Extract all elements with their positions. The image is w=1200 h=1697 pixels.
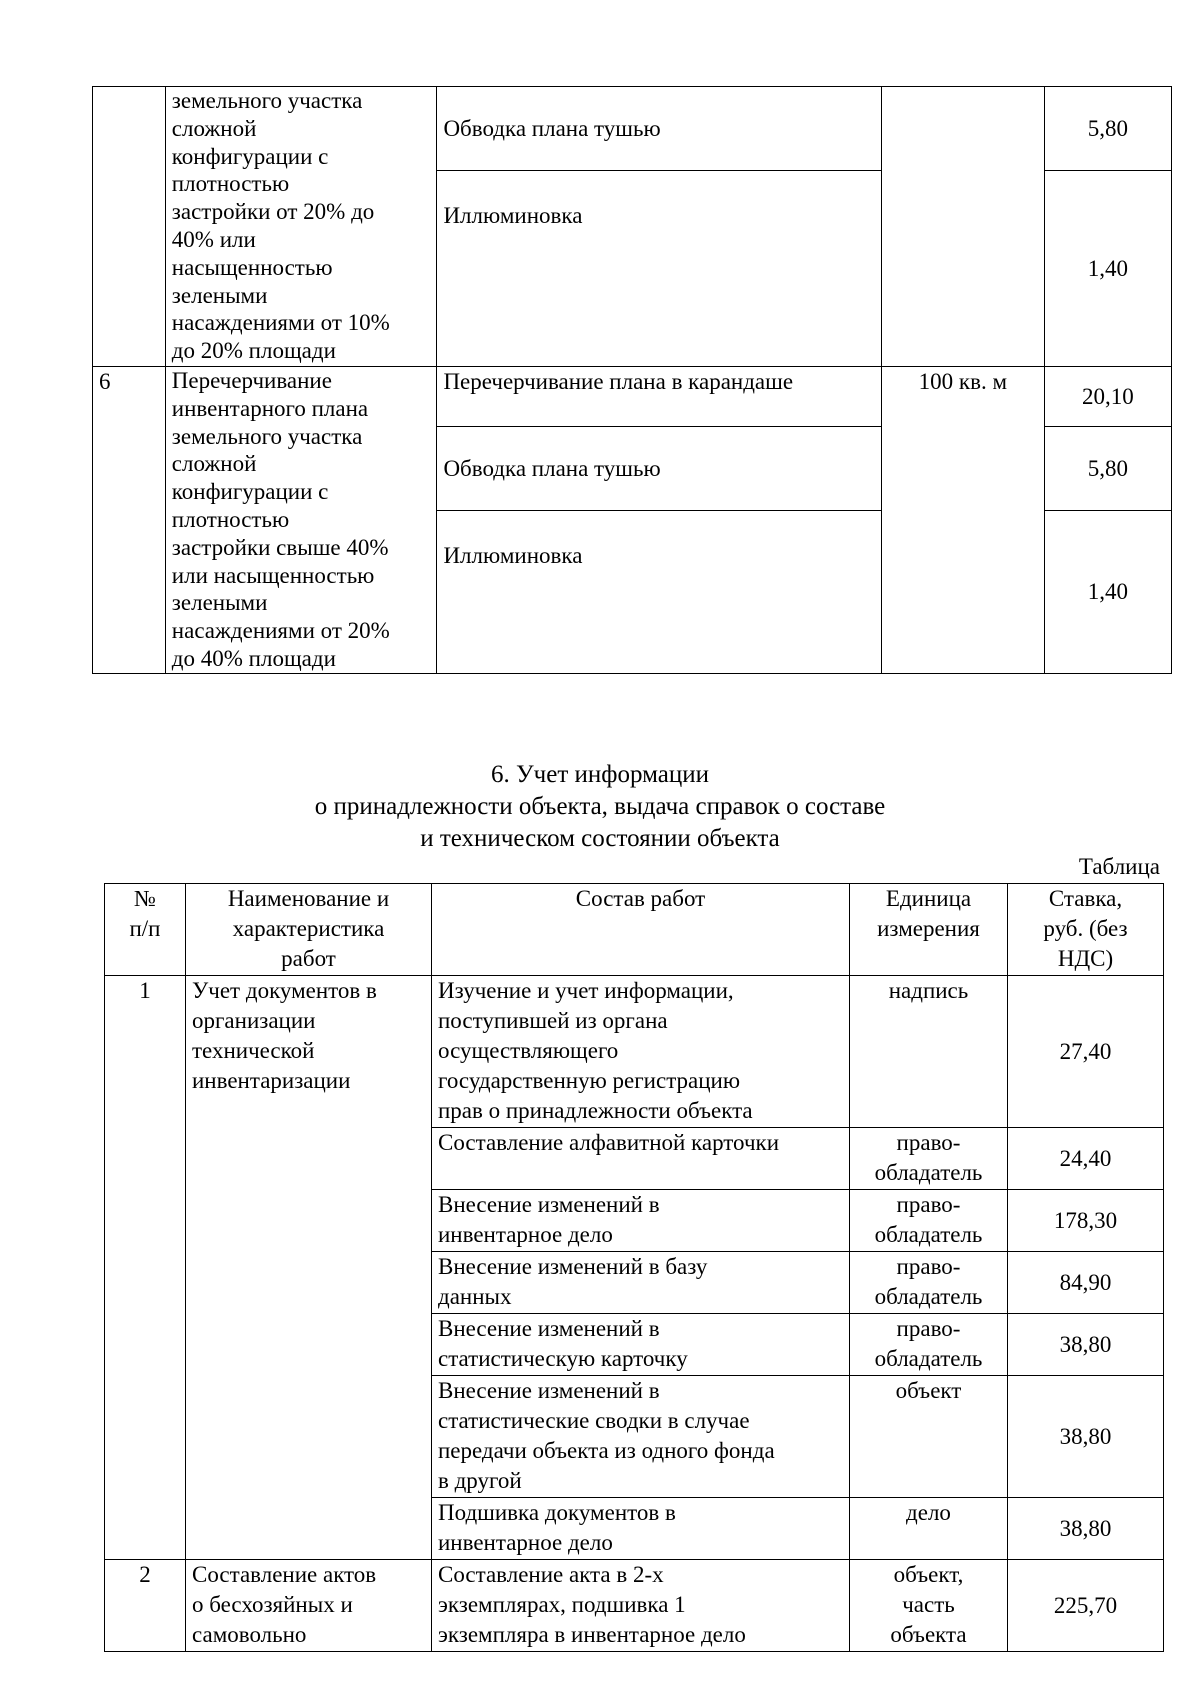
work-item: Внесение изменений в статистические сводки в случае передачи объекта из одного фонда в другой [432, 1376, 850, 1498]
work-item: Внесение изменений в базу данных [432, 1252, 850, 1314]
rate-cell: 38,80 [1008, 1376, 1164, 1498]
unit-cell: право- обладатель [850, 1190, 1008, 1252]
header-name: Наименование и характеристика работ [186, 884, 432, 976]
rate-cell: 84,90 [1008, 1252, 1164, 1314]
rates-table [104, 883, 1164, 1652]
section-title-line-2: о принадлежности объекта, выдача справок о составе [314, 793, 886, 820]
work-item: Подшивка документов в инвентарное дело [432, 1498, 850, 1560]
table-header-row [105, 884, 1164, 976]
unit-cell: 100 кв. м [881, 367, 1044, 674]
unit-cell: объект, часть объекта [850, 1560, 1008, 1652]
work-name: земельного участка сложной конфигурации с плотностью застройки от 20% до 40% или насыщенностью зелеными насаждениями от 10% до 20% площади [165, 87, 437, 367]
work-item: Внесение изменений в инвентарное дело [432, 1190, 850, 1252]
rate-cell: 5,80 [1044, 87, 1171, 171]
unit-cell: надпись [850, 976, 1008, 1128]
header-number: № п/п [105, 884, 186, 976]
work-name: Учет документов в организации технической инвентаризации [186, 976, 432, 1560]
rate-cell: 38,80 [1008, 1498, 1164, 1560]
work-item: Обводка плана тушью [437, 87, 881, 171]
work-name: Перечерчивание инвентарного плана земельного участка сложной конфигурации с плотностью застройки свыше 40% или насыщенностью зелеными насаждениями от 20% до 40% площади [165, 367, 437, 674]
rate-cell: 178,30 [1008, 1190, 1164, 1252]
section-title-line-1: 6. Учет информации [490, 761, 709, 788]
row-number: 2 [105, 1560, 186, 1652]
unit-cell: объект [850, 1376, 1008, 1498]
work-item: Составление алфавитной карточки [432, 1128, 850, 1190]
rate-cell: 5,80 [1044, 427, 1171, 511]
row-number: 1 [105, 976, 186, 1560]
work-item: Изучение и учет информации, поступившей из органа осуществляющего государственную регистрацию прав о принадлежности объекта [432, 976, 850, 1128]
rate-cell: 38,80 [1008, 1314, 1164, 1376]
work-item: Внесение изменений в статистическую карточку [432, 1314, 850, 1376]
table-row [93, 367, 1172, 427]
row-number [93, 87, 166, 367]
rate-cell: 20,10 [1044, 367, 1171, 427]
work-item: Иллюминовка [437, 171, 881, 367]
unit-cell [881, 87, 1044, 367]
work-name: Составление актов о бесхозяйных и самовольно [186, 1560, 432, 1652]
header-unit: Единица измерения [850, 884, 1008, 976]
table-row [93, 87, 1172, 171]
work-item: Составление акта в 2-х экземплярах, подшивка 1 экземпляра в инвентарное дело [432, 1560, 850, 1652]
work-item: Перечерчивание плана в карандаше [437, 367, 881, 427]
rate-cell: 1,40 [1044, 171, 1171, 367]
table-row [105, 1560, 1164, 1652]
header-works: Состав работ [432, 884, 850, 976]
rate-cell: 24,40 [1008, 1128, 1164, 1190]
unit-cell: дело [850, 1498, 1008, 1560]
unit-cell: право- обладатель [850, 1128, 1008, 1190]
rate-cell: 1,40 [1044, 511, 1171, 673]
table-label: Таблица [1078, 854, 1160, 879]
rates-table-continuation [92, 86, 1172, 674]
rate-cell: 27,40 [1008, 976, 1164, 1128]
work-item: Обводка плана тушью [437, 427, 881, 511]
rate-cell: 225,70 [1008, 1560, 1164, 1652]
header-rate: Ставка, руб. (без НДС) [1008, 884, 1164, 976]
table-row [105, 976, 1164, 1128]
section-title-line-3: и техническом состоянии объекта [420, 825, 780, 852]
unit-cell: право- обладатель [850, 1314, 1008, 1376]
unit-cell: право- обладатель [850, 1252, 1008, 1314]
row-number: 6 [93, 367, 166, 674]
work-item: Иллюминовка [437, 511, 881, 673]
